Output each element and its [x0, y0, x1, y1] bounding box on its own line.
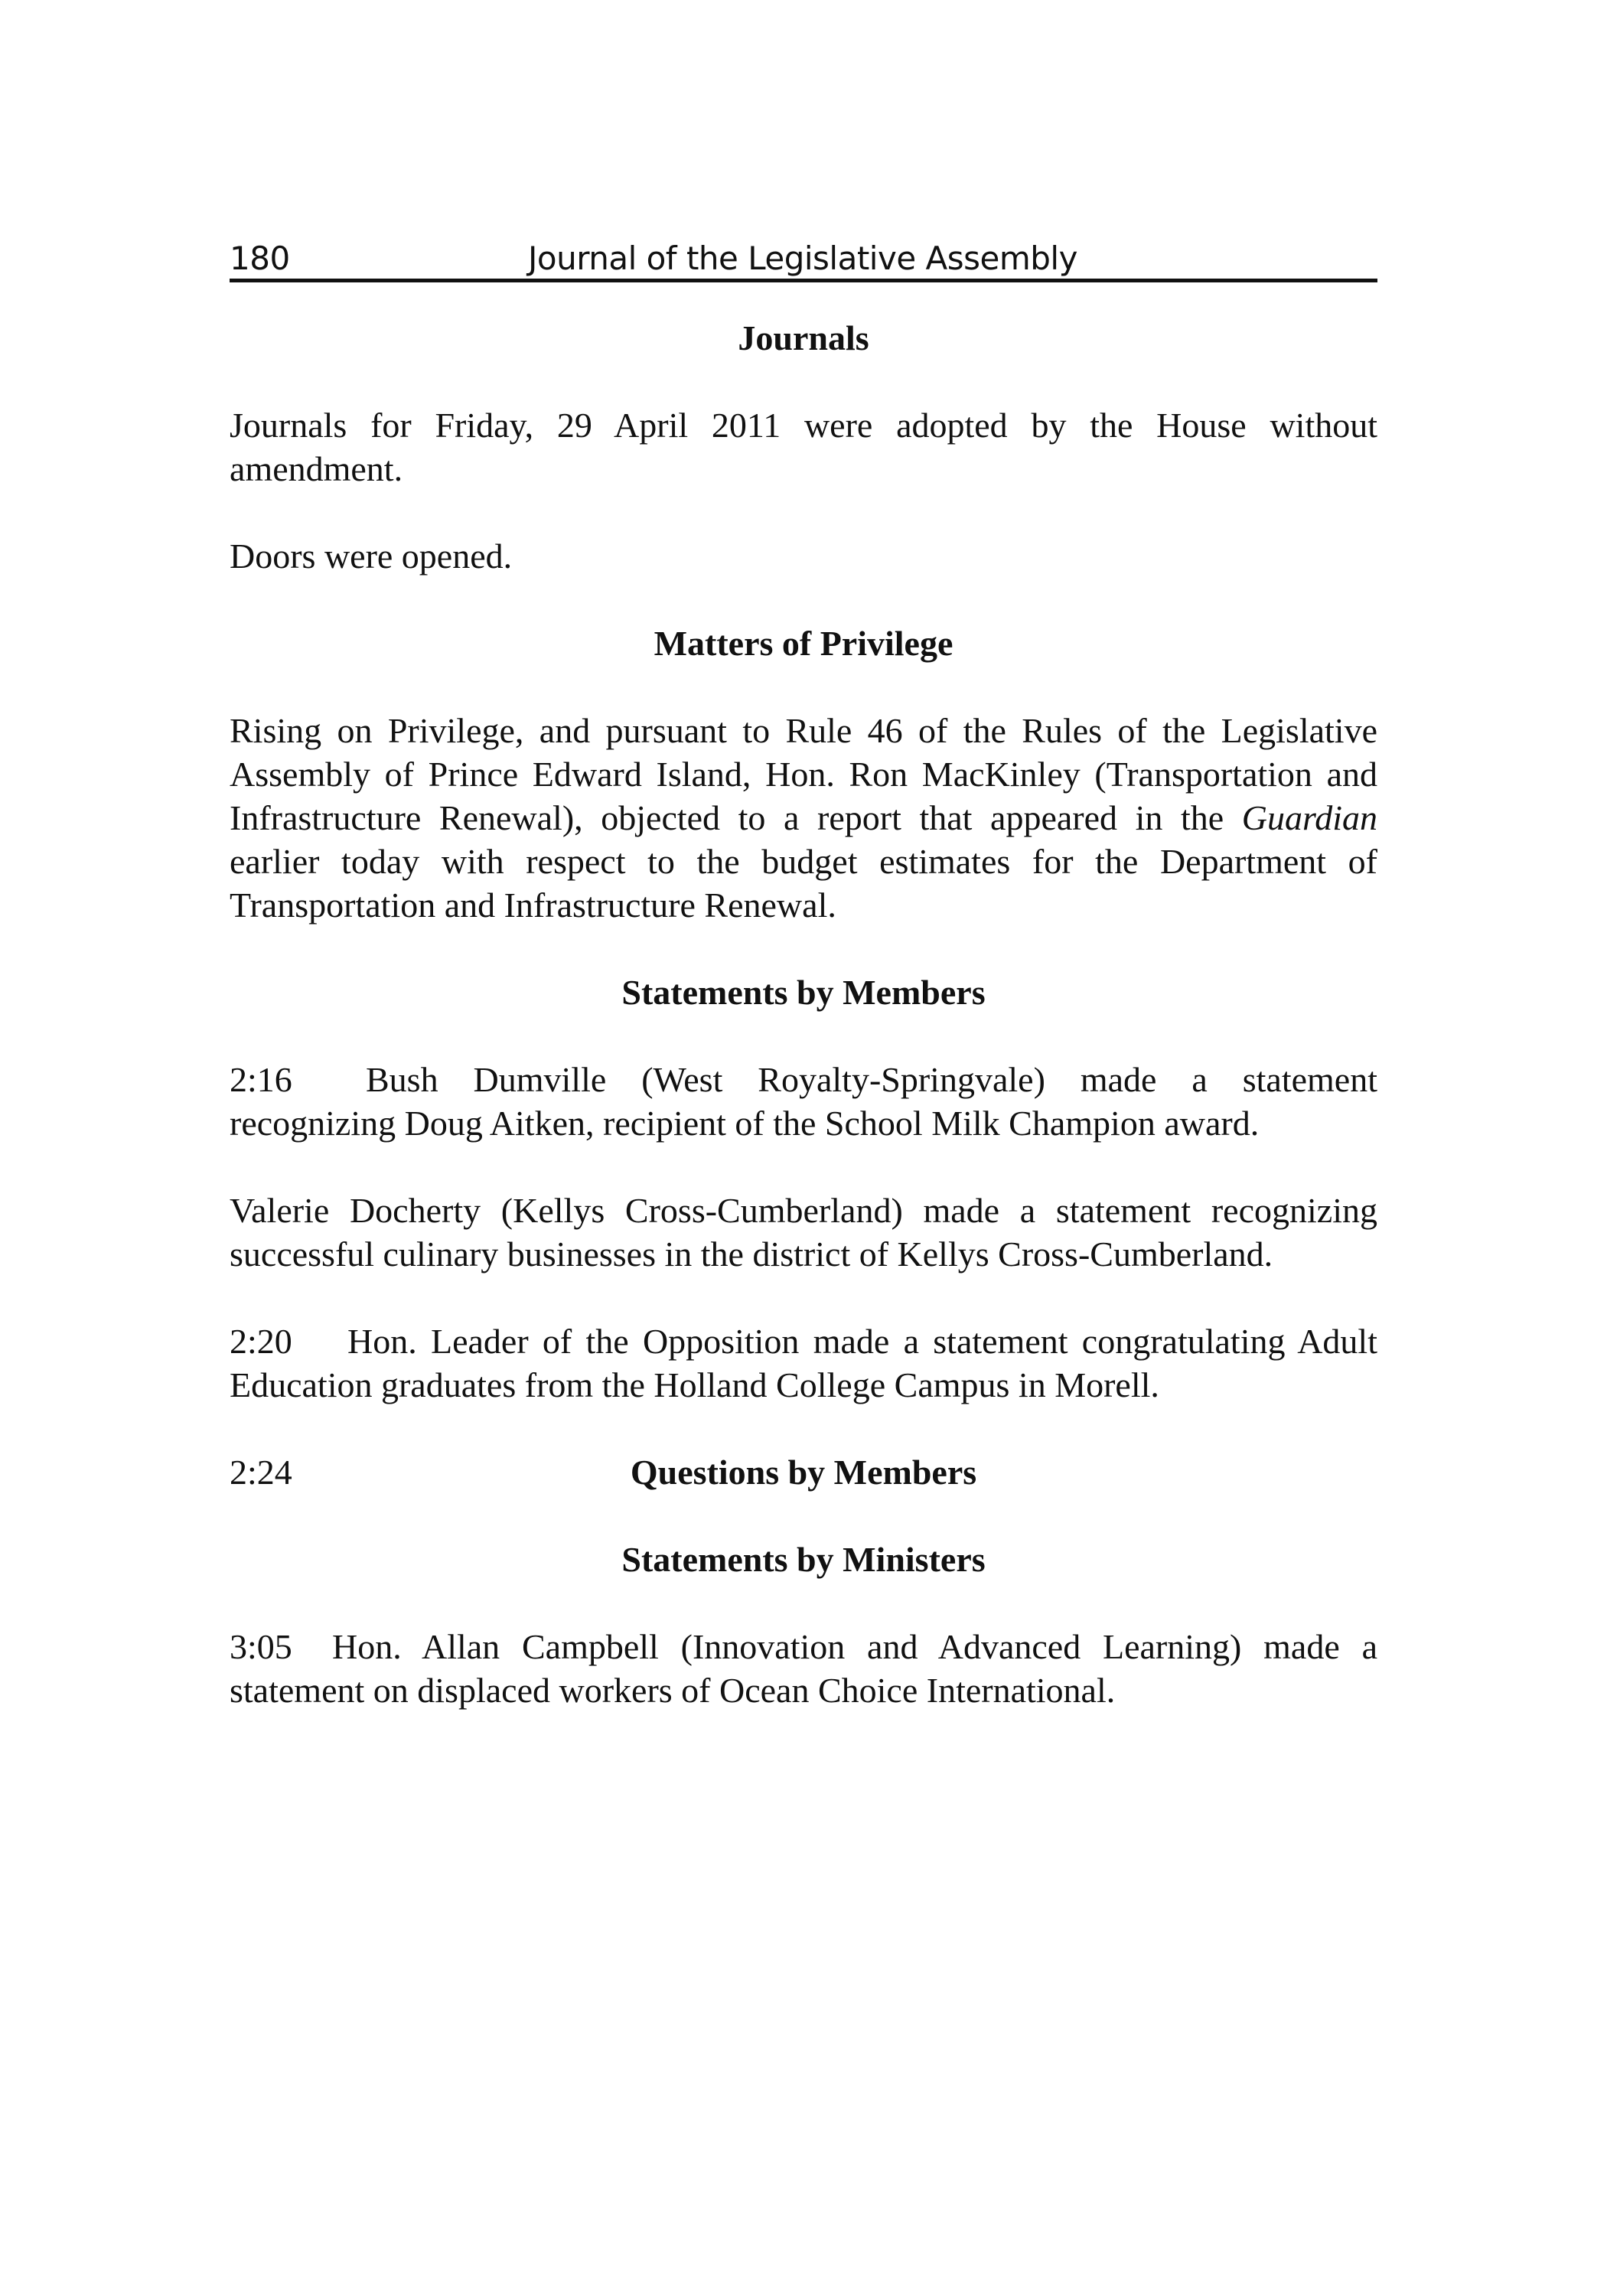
journals-paragraph: Journals for Friday, 29 April 2011 were adopted by the House without amendment. — [230, 406, 1377, 488]
member-statement-1 — [230, 1058, 1377, 1145]
statement-text: Bush Dumville (West Royalty-Springvale) made a statement recognizing Doug Aitken, recipient of the School Milk Champion award. — [230, 1060, 1377, 1143]
statement-time: 3:05 — [230, 1627, 292, 1666]
page-number: 180 — [230, 240, 290, 277]
member-statement-2: Valerie Docherty (Kellys Cross-Cumberland) made a statement recognizing successful culinary businesses in the district of Kellys Cross-Cumberland. — [230, 1191, 1377, 1274]
statements-members-heading: Statements by Members — [621, 973, 986, 1012]
questions-time: 2:24 — [230, 1453, 292, 1492]
statements-ministers-heading: Statements by Ministers — [621, 1540, 986, 1579]
statement-text: Hon. Leader of the Opposition made a statement congratulating Adult Education graduates from the Holland College Campus in Morell. — [230, 1322, 1377, 1404]
running-header — [230, 230, 1377, 282]
privilege-heading: Matters of Privilege — [654, 624, 953, 663]
privilege-italic-newspaper: Guardian — [1241, 798, 1377, 837]
questions-row — [230, 1450, 1377, 1494]
journals-heading: Journals — [738, 318, 869, 357]
statement-time: 2:16 — [230, 1060, 292, 1099]
doors-opened-paragraph: Doors were opened. — [230, 536, 513, 576]
minister-statement — [230, 1625, 1377, 1712]
statement-time: 2:20 — [230, 1322, 292, 1361]
questions-heading: Questions by Members — [630, 1453, 977, 1492]
member-statement-3 — [230, 1319, 1377, 1407]
statement-text: Hon. Allan Campbell (Innovation and Advanced Learning) made a statement on displaced workers of Ocean Choice International. — [230, 1627, 1377, 1710]
privilege-text-before: Rising on Privilege, and pursuant to Rule 46 of the Rules of the Legislative Assembly of Prince Edward Island, Hon. Ron MacKinley (Transportation and Infrastructure Renewal), objected to a report that appeared in the — [230, 711, 1377, 837]
running-title: Journal of the Legislative Assembly — [528, 240, 1077, 277]
privilege-text-after: earlier today with respect to the budget estimates for the Department of Transportation and Infrastructure Renewal. — [230, 842, 1377, 925]
journal-page — [230, 230, 1377, 1712]
privilege-paragraph — [230, 709, 1377, 927]
